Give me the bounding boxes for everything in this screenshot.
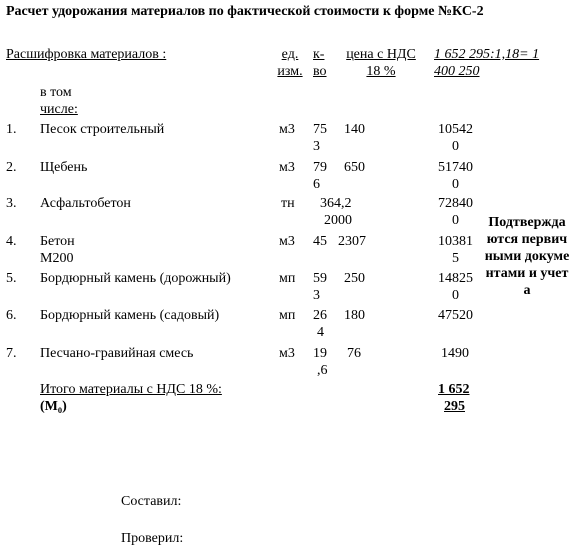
- row-4-qty: 45: [313, 234, 327, 249]
- signature-compiled: Составил:: [121, 494, 182, 509]
- row-1-qty-wrap: 3: [313, 139, 320, 154]
- row-3-num: 3.: [6, 196, 17, 211]
- row-6-qty-wrap: 4: [317, 325, 324, 340]
- row-6-num: 6.: [6, 308, 17, 323]
- row-2-num: 2.: [6, 160, 17, 175]
- header-unit-1: ед.: [281, 47, 299, 62]
- total-value: 1 652: [438, 382, 470, 397]
- row-2-qty: 79: [313, 160, 327, 175]
- row-6-price: 180: [344, 308, 365, 323]
- row-7-name: Песчано-гравийная смесь: [40, 346, 194, 361]
- row-7-sum: 1490: [441, 346, 469, 361]
- row-1-qty: 75: [313, 122, 327, 137]
- row-1-sum: 10542: [438, 122, 473, 137]
- header-qty-1: к-: [313, 47, 325, 62]
- row-1-price: 140: [344, 122, 365, 137]
- signature-checked: Проверил:: [121, 531, 184, 546]
- header-price-2: 18 %: [366, 64, 396, 79]
- row-6-name: Бордюрный камень (садовый): [40, 308, 220, 323]
- row-4-name: Бетон: [40, 234, 75, 249]
- including-label-2: числе:: [40, 102, 78, 117]
- row-7-price: 76: [347, 346, 361, 361]
- header-qty-2: во: [313, 64, 327, 79]
- header-total-1: 1 652 295:1,18= 1: [434, 47, 540, 62]
- row-4-price: 2307: [338, 234, 366, 249]
- row-2-unit: м3: [279, 160, 295, 175]
- total-label: Итого материалы с НДС 18 %:: [40, 382, 222, 397]
- row-7-unit: м3: [279, 346, 295, 361]
- header-price-1: цена с НДС: [346, 47, 416, 62]
- row-2-sum-wrap: 0: [452, 177, 459, 192]
- row-1-sum-wrap: 0: [452, 139, 459, 154]
- header-unit-2: изм.: [277, 64, 303, 79]
- document-title: Расчет удорожания материалов по фактической стоимости к форме №КС-2: [6, 4, 484, 19]
- including-label-1: в том: [40, 85, 72, 100]
- row-5-name: Бордюрный камень (дорожный): [40, 271, 231, 286]
- row-4-sum: 10381: [438, 234, 473, 249]
- row-3-sum: 72840: [438, 196, 473, 211]
- row-5-price: 250: [344, 271, 365, 286]
- row-2-sum: 51740: [438, 160, 473, 175]
- row-3-price: 364,2: [320, 196, 352, 211]
- row-5-sum: 14825: [438, 271, 473, 286]
- row-5-unit: мп: [279, 271, 296, 286]
- row-7-num: 7.: [6, 346, 17, 361]
- total-value-wrap: 295: [444, 399, 465, 414]
- header-total-2: 400 250: [434, 64, 480, 79]
- row-5-sum-wrap: 0: [452, 288, 459, 303]
- row-3-name: Асфальтобетон: [40, 196, 131, 211]
- row-5-qty: 59: [313, 271, 327, 286]
- row-6-sum: 47520: [438, 308, 473, 323]
- row-2-price: 650: [344, 160, 365, 175]
- row-1-name: Песок строительный: [40, 122, 165, 137]
- row-4-unit: м3: [279, 234, 295, 249]
- header-description: Расшифровка материалов :: [6, 47, 167, 62]
- row-1-num: 1.: [6, 122, 17, 137]
- total-label-m0: (М₀): [40, 399, 67, 414]
- row-3-unit: тн: [281, 196, 295, 211]
- row-3-price-wrap: 2000: [324, 213, 352, 228]
- row-3-sum-wrap: 0: [452, 213, 459, 228]
- row-6-unit: мп: [279, 308, 296, 323]
- row-5-num: 5.: [6, 271, 17, 286]
- row-4-name-wrap: М200: [40, 251, 74, 266]
- row-7-qty-wrap: ,6: [317, 363, 328, 378]
- row-7-qty: 19: [313, 346, 327, 361]
- row-1-unit: м3: [279, 122, 295, 137]
- row-2-name: Щебень: [40, 160, 88, 175]
- row-5-qty-wrap: 3: [313, 288, 320, 303]
- confirmation-note: Подтверждаются первичными документами и учета: [484, 215, 570, 298]
- row-2-qty-wrap: 6: [313, 177, 320, 192]
- row-4-sum-wrap: 5: [452, 251, 459, 266]
- row-4-num: 4.: [6, 234, 17, 249]
- row-6-qty: 26: [313, 308, 327, 323]
